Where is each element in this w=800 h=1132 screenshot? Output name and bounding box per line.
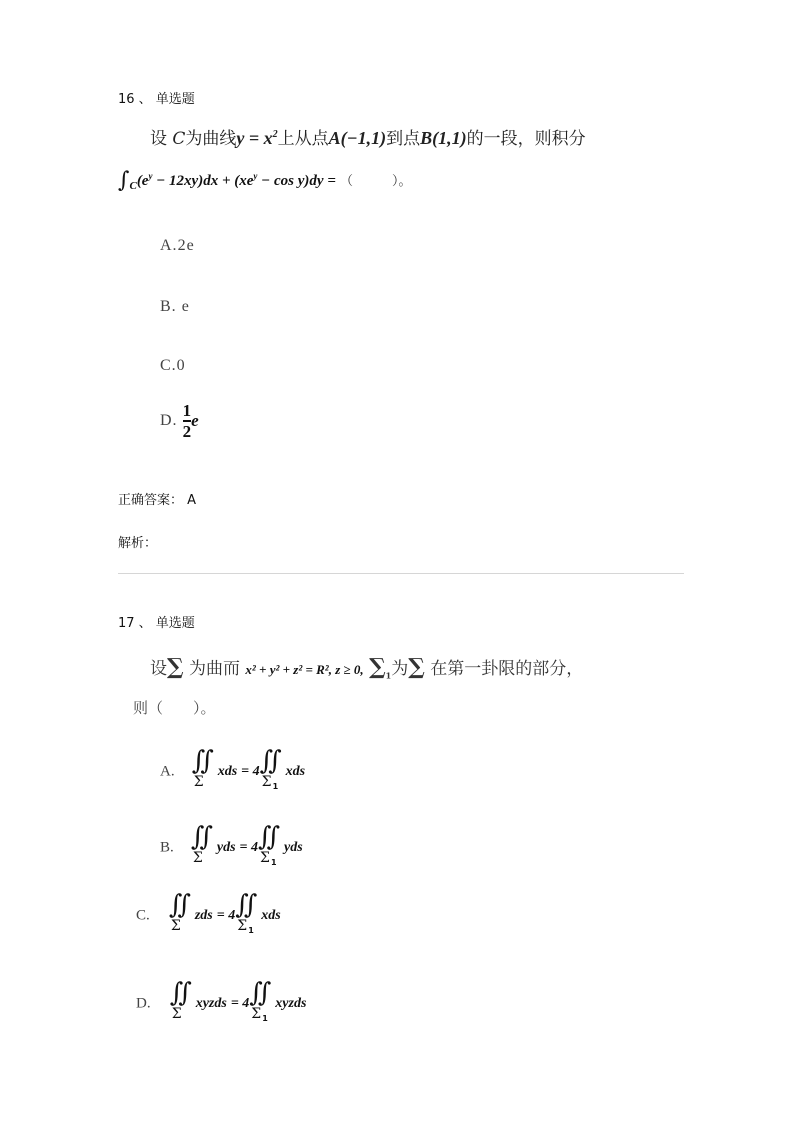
integrand: yds — [216, 840, 236, 855]
curve-equation: y = x — [236, 128, 273, 148]
stem-text: 在第一卦限的部分， — [430, 659, 584, 679]
point-a: A(−1,1) — [328, 128, 387, 148]
question-17-header: 17 、 单选题 — [118, 616, 195, 631]
sigma-symbol: ∑ — [167, 654, 184, 680]
sigma-symbol: ∑ — [408, 654, 425, 680]
integral-domain-subscript: 1 — [272, 782, 279, 791]
equals-coefficient: = 4 — [216, 908, 236, 923]
sigma-symbol: ∑ — [369, 654, 386, 680]
option-text: 2e — [177, 237, 195, 254]
question-17-stem-line1 — [150, 654, 583, 680]
curve-exponent: 2 — [272, 129, 278, 140]
integral-domain-subscript: 1 — [262, 1014, 268, 1023]
option-text: e — [191, 410, 199, 430]
integrand: xds — [285, 764, 306, 779]
option-label: C. — [160, 357, 177, 374]
double-integral-sign: ∬ — [249, 978, 263, 1008]
equals-coefficient: = 4 — [230, 996, 250, 1011]
equals-coefficient: = 4 — [239, 840, 259, 855]
integrand: xyzds — [275, 996, 307, 1011]
option-label: A. — [160, 237, 178, 254]
option-label: D. — [160, 411, 178, 429]
integrand: xyzds — [195, 996, 227, 1011]
surface-equation: x² + y² + z² = R², z ≥ 0, — [245, 662, 364, 677]
option-label: D. — [136, 995, 151, 1012]
answer-blank: （ ）。 — [335, 174, 412, 189]
option-d[interactable] — [136, 978, 307, 1024]
double-integral-sign: ∬ — [258, 822, 272, 852]
fraction-denominator: 2 — [182, 421, 192, 441]
option-label: A. — [160, 763, 175, 780]
analysis-label: 解析： — [118, 536, 158, 551]
option-c[interactable] — [160, 355, 186, 375]
double-integral — [249, 978, 275, 1024]
integral-sign: ∫ — [118, 168, 130, 193]
point-b: B(1,1) — [420, 128, 467, 148]
integrand-exponent: y — [253, 171, 258, 181]
double-integral-sign: ∬ — [168, 890, 182, 920]
option-c[interactable] — [136, 890, 281, 936]
question-16-header: 16 、 单选题 — [118, 92, 195, 107]
question-16-stem-line2 — [118, 168, 412, 193]
fraction — [183, 402, 192, 440]
double-integral — [235, 890, 261, 936]
option-d[interactable] — [160, 402, 199, 440]
option-a[interactable] — [160, 235, 195, 255]
integral-domain: Σ — [261, 774, 272, 790]
integrand: xds — [261, 908, 281, 923]
stem-text: 上从点 — [277, 129, 329, 149]
double-integral — [168, 890, 195, 936]
equals-coefficient: = 4 — [241, 764, 260, 779]
stem-text: 为曲而 — [188, 659, 240, 679]
question-17-stem-line2: 则（ ）。 — [133, 699, 216, 717]
integrand: xds — [217, 764, 238, 779]
option-text: 0 — [176, 357, 186, 374]
option-b[interactable] — [160, 822, 303, 868]
double-integral-sign: ∬ — [191, 746, 205, 776]
double-integral-sign: ∬ — [259, 746, 273, 776]
stem-text: 为 — [391, 659, 409, 679]
question-divider — [118, 573, 684, 574]
stem-text: 到点 — [386, 129, 421, 149]
stem-text: 设 — [150, 659, 167, 679]
double-integral — [190, 822, 217, 868]
option-label: C. — [136, 907, 150, 924]
integral-domain: Σ — [251, 1006, 262, 1022]
integrand-part: (e — [136, 173, 149, 189]
double-integral-sign: ∬ — [169, 978, 183, 1008]
stem-text: 设 — [150, 129, 173, 149]
integral-domain: Σ — [192, 850, 203, 866]
curve-name: C — [172, 129, 186, 149]
integral-domain: Σ — [237, 918, 248, 934]
double-integral — [169, 978, 196, 1024]
fraction-numerator: 1 — [182, 401, 192, 420]
integrand: yds — [284, 840, 303, 855]
integral-domain: Σ — [260, 850, 270, 866]
correct-answer: 正确答案： A — [118, 493, 197, 508]
integrand-part: − cos y)dy = — [257, 173, 336, 189]
integral-domain: Σ — [193, 774, 204, 790]
integrand-part: − 12xy)dx + (xe — [152, 173, 254, 189]
stem-text: 的一段，则积分 — [466, 129, 586, 149]
integral-domain-subscript: 1 — [271, 858, 277, 867]
double-integral — [191, 746, 218, 792]
stem-text: 为曲线 — [185, 129, 237, 149]
sigma-subscript: 1 — [385, 670, 392, 681]
double-integral — [258, 822, 284, 868]
integral-domain: Σ — [171, 1006, 182, 1022]
double-integral — [259, 746, 286, 792]
question-16-stem-line1 — [150, 124, 586, 149]
option-a[interactable] — [160, 746, 306, 792]
integral-domain-subscript: 1 — [248, 926, 254, 935]
double-integral-sign: ∬ — [235, 890, 249, 920]
option-text: e — [181, 298, 190, 315]
option-label: B. — [160, 839, 174, 856]
option-label: B. — [160, 298, 177, 315]
integrand: zds — [194, 908, 213, 923]
integral-domain: Σ — [170, 918, 181, 934]
integral-subscript: C — [129, 180, 137, 193]
double-integral-sign: ∬ — [190, 822, 204, 852]
option-b[interactable] — [160, 296, 190, 316]
integrand-exponent: y — [148, 171, 153, 181]
